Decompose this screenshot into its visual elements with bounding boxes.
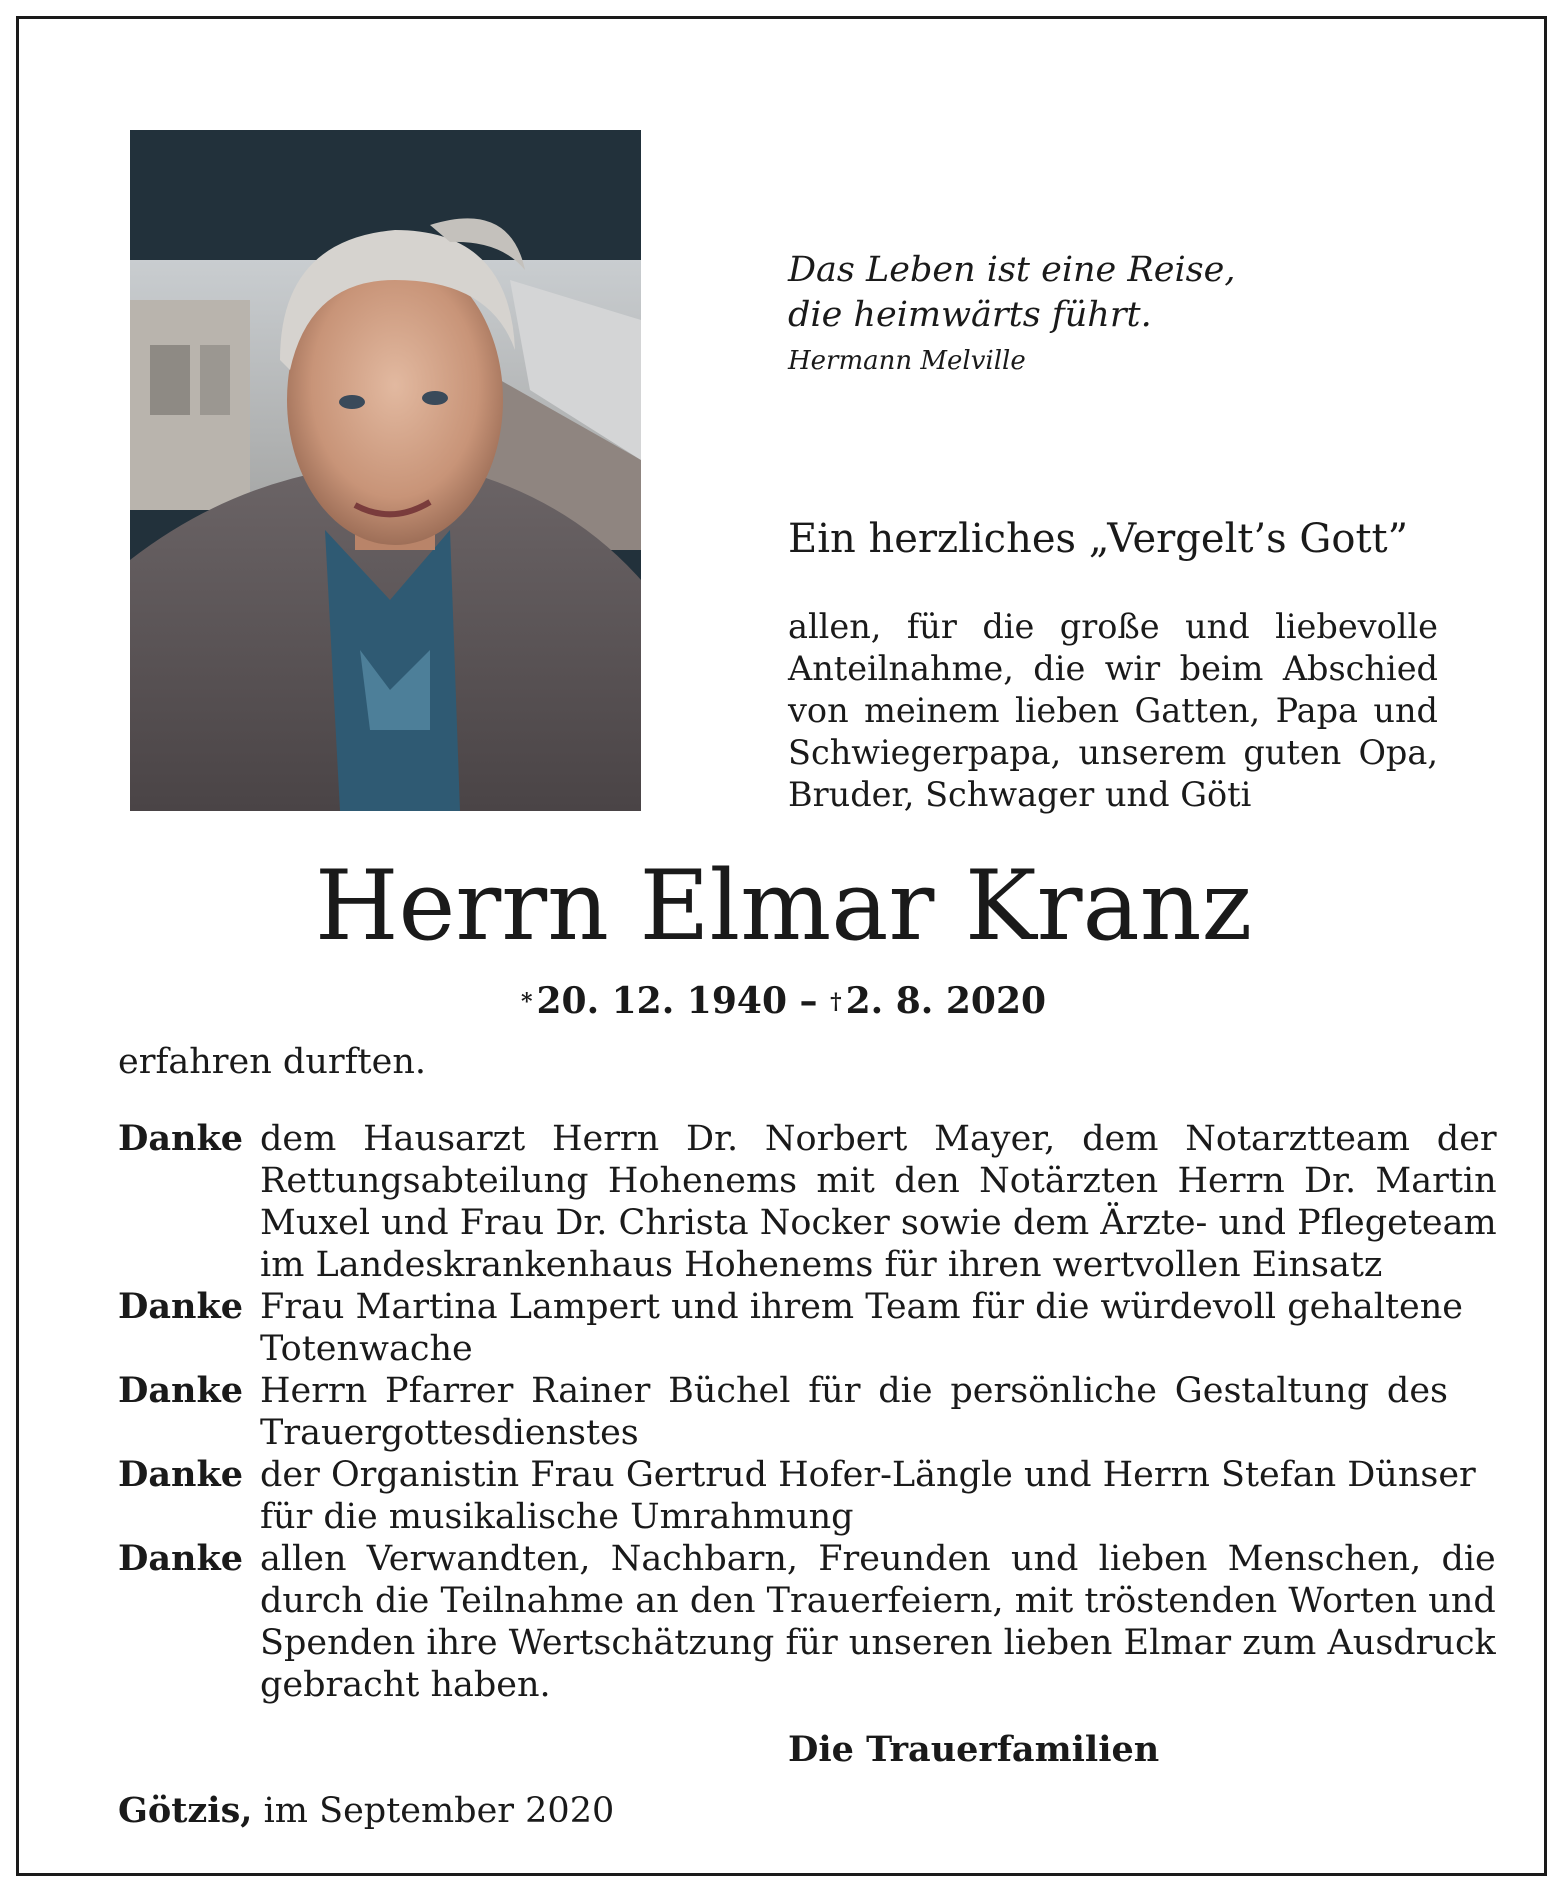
danke-line: im Landeskrankenhaus Hohenems für ihren wertvollen Einsatz bbox=[260, 1245, 1383, 1285]
danke-label: Danke bbox=[118, 1370, 243, 1411]
death-symbol: † bbox=[830, 989, 842, 1015]
death-date: 2. 8. 2020 bbox=[845, 980, 1047, 1022]
intro-line: von meinem lieben Gatten, Papa und bbox=[788, 691, 1438, 730]
deceased-name: Herrn Elmar Kranz bbox=[314, 850, 1253, 962]
thanks-intro bbox=[788, 606, 1438, 816]
danke-item bbox=[118, 1454, 1476, 1538]
life-dates bbox=[0, 978, 1567, 1029]
danke-line: Frau Martina Lampert und ihrem Team für die würdevoll gehaltene bbox=[260, 1287, 1463, 1327]
danke-text bbox=[260, 1454, 1476, 1538]
quote-line-2: die heimwärts führt. bbox=[788, 295, 1152, 335]
danke-line: gebracht haben. bbox=[260, 1665, 551, 1705]
birth-symbol: * bbox=[520, 989, 533, 1015]
quote-line-1: Das Leben ist eine Reise, bbox=[788, 250, 1236, 290]
danke-text bbox=[260, 1370, 1448, 1454]
danke-line: Herrn Pfarrer Rainer Büchel für die persönliche Gestaltung des bbox=[260, 1371, 1448, 1411]
danke-line: durch die Teilnahme an den Trauerfeiern, mit tröstenden Worten und bbox=[260, 1581, 1496, 1621]
danke-line: Trauergottesdienstes bbox=[260, 1413, 639, 1453]
danke-label: Danke bbox=[118, 1454, 243, 1495]
quote bbox=[788, 248, 1408, 378]
place-town: Götzis, bbox=[118, 1790, 253, 1831]
portrait-photo bbox=[130, 130, 641, 811]
danke-text bbox=[260, 1286, 1463, 1370]
danke-label: Danke bbox=[118, 1286, 243, 1327]
danke-text bbox=[260, 1538, 1496, 1706]
danke-label: Danke bbox=[118, 1118, 243, 1159]
birth-date: 20. 12. 1940 bbox=[536, 980, 787, 1022]
danke-item bbox=[118, 1118, 1497, 1286]
quote-author: Hermann Melville bbox=[788, 346, 1026, 376]
intro-line: Schwiegerpapa, unserem guten Opa, bbox=[788, 733, 1438, 772]
danke-line: Muxel und Frau Dr. Christa Nocker sowie dem Ärzte- und Pflegeteam bbox=[260, 1203, 1497, 1243]
danke-line: allen Verwandten, Nachbarn, Freunden und lieben Menschen, die bbox=[260, 1539, 1496, 1579]
thanks-heading: Ein herzliches „Vergelt’s Gott” bbox=[788, 516, 1409, 562]
date-separator: – bbox=[799, 980, 818, 1022]
danke-line: Totenwache bbox=[260, 1329, 473, 1369]
danke-line: für die musikalische Umrahmung bbox=[260, 1497, 854, 1537]
erfahren-text: erfahren durften. bbox=[118, 1042, 426, 1082]
intro-line: Anteilnahme, die wir beim Abschied bbox=[788, 649, 1438, 688]
danke-line: Rettungsabteilung Hohenems mit den Notärzten Herrn Dr. Martin bbox=[260, 1161, 1497, 1201]
danke-text bbox=[260, 1118, 1497, 1286]
danke-list bbox=[118, 1118, 1497, 1706]
danke-item bbox=[118, 1286, 1463, 1370]
danke-item bbox=[118, 1538, 1496, 1706]
danke-line: Spenden ihre Wertschätzung für unseren lieben Elmar zum Ausdruck bbox=[260, 1623, 1496, 1663]
intro-line: allen, für die große und liebevolle bbox=[788, 607, 1438, 646]
signature: Die Trauerfamilien bbox=[788, 1729, 1160, 1770]
danke-item bbox=[118, 1370, 1448, 1454]
place-date bbox=[118, 1789, 614, 1833]
danke-line: der Organistin Frau Gertrud Hofer-Längle und Herrn Stefan Dünser bbox=[260, 1455, 1476, 1495]
danke-label: Danke bbox=[118, 1538, 243, 1579]
place-date-text: im September 2020 bbox=[263, 1791, 615, 1831]
intro-line: Bruder, Schwager und Göti bbox=[788, 775, 1252, 814]
danke-line: dem Hausarzt Herrn Dr. Norbert Mayer, dem Notarztteam der bbox=[260, 1119, 1497, 1159]
